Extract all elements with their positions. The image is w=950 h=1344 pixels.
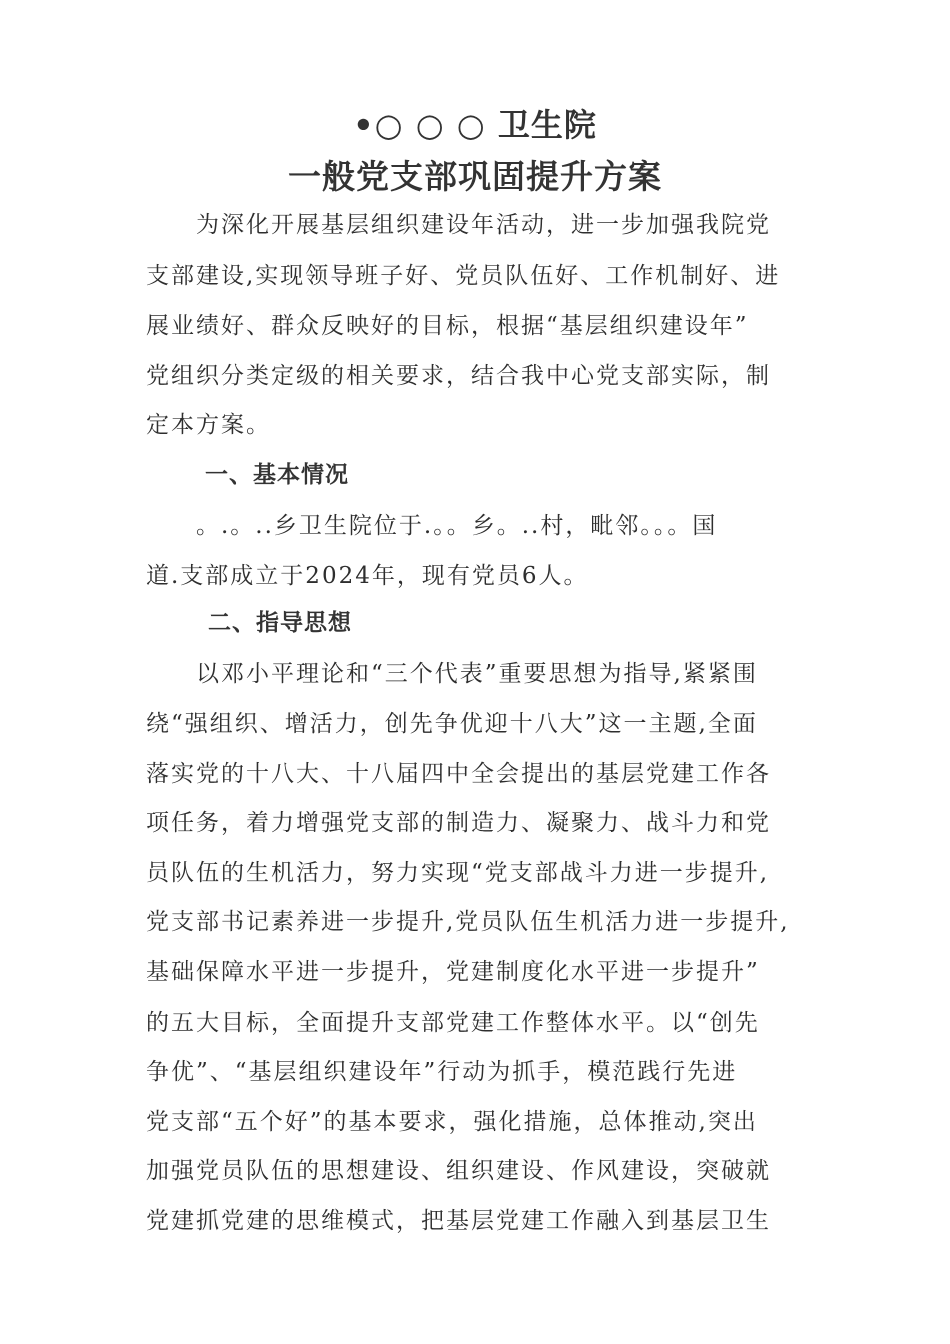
section2-line: 绕“强组织、增活力，创先争优迎十八大”这一主题,全面 bbox=[146, 711, 758, 737]
intro-line: 支部建设,实现领导班子好、党员队伍好、工作机制好、进 bbox=[146, 263, 781, 289]
section2-line: 以邓小平理论和“三个代表”重要思想为指导,紧紧围 bbox=[196, 661, 758, 687]
intro-line: 展业绩好、群众反映好的目标，根据“基层组织建设年” bbox=[146, 313, 749, 339]
section2-line: 党支部“五个好”的基本要求，强化措施，总体推动,突出 bbox=[146, 1109, 758, 1135]
document-title: 一般党支部巩固提升方案 bbox=[288, 157, 662, 196]
intro-line: 为深化开展基层组织建设年活动，进一步加强我院党 bbox=[196, 212, 771, 238]
section2-line: 基础保障水平进一步提升，党建制度化水平进一步提升” bbox=[146, 959, 760, 985]
section2-line: 落实党的十八大、十八届四中全会提出的基层党建工作各 bbox=[146, 761, 771, 787]
intro-line: 党组织分类定级的相关要求，结合我中心党支部实际，制 bbox=[146, 363, 771, 389]
section2-line: 党建抓党建的思维模式，把基层党建工作融入到基层卫生 bbox=[146, 1208, 771, 1234]
section-heading-basic-info: 一、基本情况 bbox=[205, 462, 349, 488]
section1-line: 道.支部成立于2024年，现有党员6人。 bbox=[146, 563, 589, 589]
section2-line: 的五大目标，全面提升支部党建工作整体水平。以“创先 bbox=[146, 1010, 760, 1036]
document-title-org: •○ ○ ○ 卫生院 bbox=[353, 106, 597, 144]
section2-line: 争优”、“基层组织建设年”行动为抓手，模范践行先进 bbox=[146, 1059, 738, 1085]
intro-line: 定本方案。 bbox=[146, 412, 271, 438]
section1-line: 。.。..乡卫生院位于.。。乡。..村，毗邻。。。国 bbox=[196, 513, 718, 539]
section2-line: 员队伍的生机活力，努力实现“党支部战斗力进一步提升, bbox=[146, 860, 770, 886]
section2-line: 项任务，着力增强党支部的制造力、凝聚力、战斗力和党 bbox=[146, 810, 771, 836]
section2-line: 党支部书记素养进一步提升,党员队伍生机活力进一步提升, bbox=[146, 909, 790, 935]
section2-line: 加强党员队伍的思想建设、组织建设、作风建设，突破就 bbox=[146, 1158, 771, 1184]
section-heading-guiding-thought: 二、指导思想 bbox=[208, 610, 352, 636]
